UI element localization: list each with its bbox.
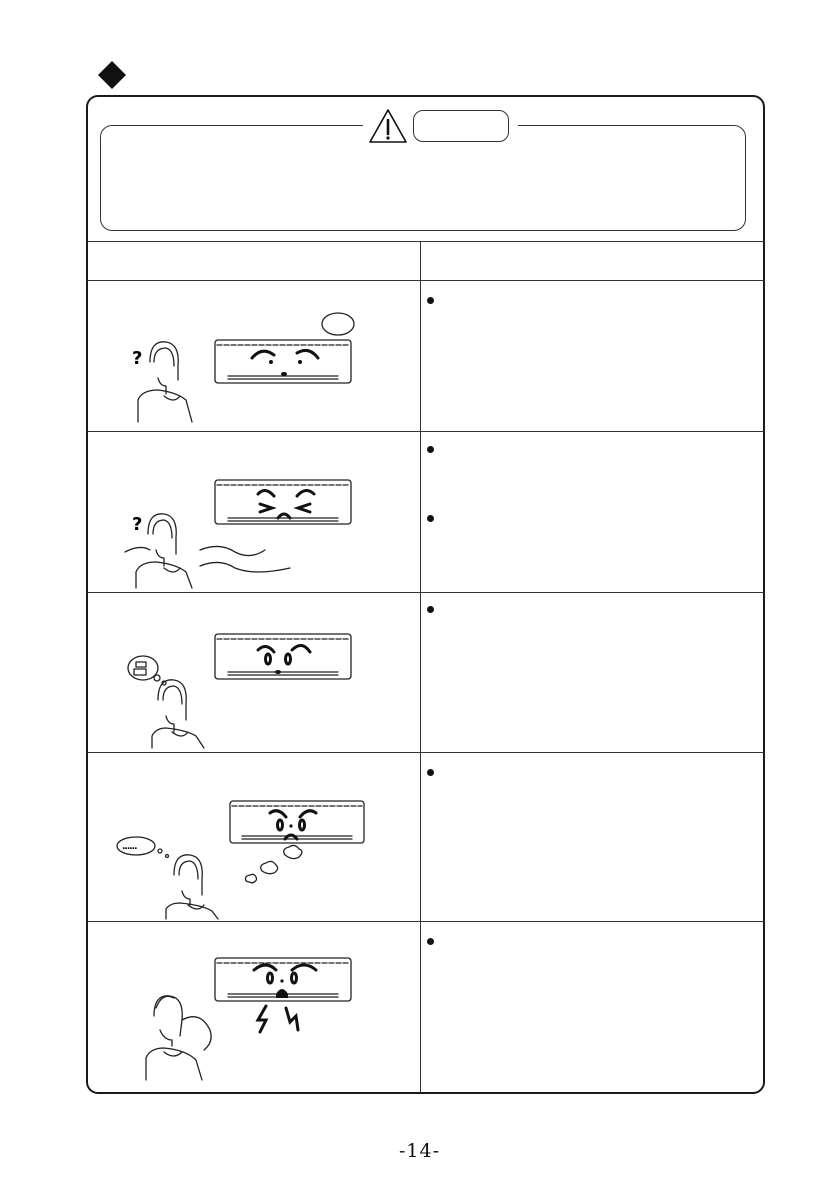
svg-text:......: ...... <box>122 842 137 852</box>
svg-text:?: ? <box>132 348 143 369</box>
svg-text:?: ? <box>132 514 143 535</box>
page-number: -14- <box>398 1140 441 1162</box>
woman-puzzled-airflow-icon <box>120 470 370 590</box>
notice-label-badge <box>413 110 509 142</box>
column-header-cause <box>422 247 764 277</box>
header-divider <box>87 280 764 281</box>
column-divider <box>420 241 421 1093</box>
woman-dots-smoke-icon <box>110 795 380 920</box>
troubleshooting-frame <box>86 95 765 1094</box>
table-top-border <box>87 241 764 242</box>
row-divider <box>87 752 764 753</box>
bullet-icon <box>427 938 434 945</box>
bullet-icon <box>427 297 434 304</box>
woman-puzzled-icon <box>120 300 370 425</box>
column-header-phenomenon <box>88 247 420 277</box>
row-divider <box>87 431 764 432</box>
bullet-icon <box>427 446 434 453</box>
warning-triangle-icon <box>368 108 408 144</box>
bullet-icon <box>427 606 434 613</box>
woman-thinking-remote-icon <box>120 628 370 750</box>
man-lightning-icon <box>120 950 370 1085</box>
diamond-icon <box>97 60 127 90</box>
row-divider <box>87 592 764 593</box>
bullet-icon <box>427 769 434 776</box>
bullet-icon <box>427 515 434 522</box>
row-divider <box>87 921 764 922</box>
